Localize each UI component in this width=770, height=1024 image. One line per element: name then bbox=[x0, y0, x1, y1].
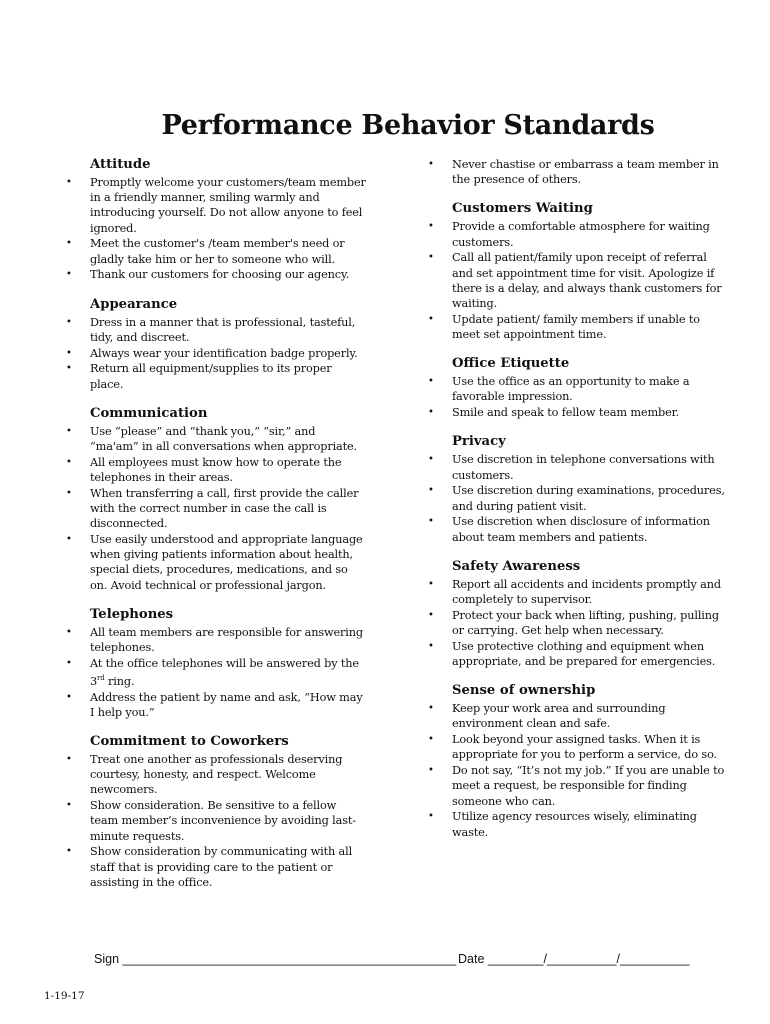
section-privacy bbox=[428, 434, 726, 544]
bullet-icon: • bbox=[428, 485, 434, 497]
list-item bbox=[66, 625, 366, 655]
list-item-text: All team members are responsible for answering telephones. bbox=[90, 625, 363, 655]
list-item-text: Use “please” and “thank you,” “sir,” and “ma'am” in all conversations when appropriate. bbox=[90, 424, 357, 454]
bullet-icon: • bbox=[66, 316, 72, 328]
list-item-text: Utilize agency resources wisely, eliminating waste. bbox=[452, 810, 697, 839]
bullet-icon: • bbox=[428, 703, 434, 715]
bullet-list bbox=[66, 625, 366, 720]
bullet-icon: • bbox=[428, 252, 434, 264]
list-item-text: Smile and speak to fellow team member. bbox=[452, 406, 680, 420]
list-item bbox=[428, 639, 726, 669]
bullet-list bbox=[428, 374, 726, 420]
list-item-text: When transferring a call, first provide the caller with the correct number in case the call is disconnected. bbox=[90, 486, 359, 531]
bullet-icon: • bbox=[66, 846, 72, 858]
list-item-text: Address the patient by name and ask, “How may I help you.” bbox=[90, 690, 363, 719]
list-item-text: Show consideration. Be sensitive to a fellow team member’s inconvenience by avoiding last-minute requests. bbox=[90, 799, 356, 843]
list-item bbox=[428, 405, 726, 420]
list-item bbox=[428, 608, 726, 638]
bullet-icon: • bbox=[66, 487, 72, 499]
bullet-list bbox=[66, 175, 366, 283]
bullet-icon: • bbox=[428, 221, 434, 233]
list-item bbox=[428, 312, 726, 342]
signature-line[interactable]: Sign ________________________________________________ bbox=[94, 952, 457, 966]
list-item-text: Never chastise or embarrass a team member in the presence of others. bbox=[452, 158, 719, 187]
bullet-icon: • bbox=[428, 811, 434, 823]
bullet-list bbox=[428, 577, 726, 669]
list-item-text: Report all accidents and incidents promptly and completely to supervisor. bbox=[452, 577, 721, 607]
bullet-icon: • bbox=[66, 626, 72, 638]
bullet-icon: • bbox=[66, 754, 72, 765]
section-heading: Commitment to Coworkers bbox=[90, 734, 289, 749]
section-communication bbox=[66, 406, 366, 593]
section-attitude bbox=[66, 157, 366, 283]
section-telephones bbox=[66, 607, 366, 720]
list-item-text: Update patient/ family members if unable to meet set appointment time. bbox=[452, 312, 700, 342]
bullet-icon: • bbox=[428, 765, 434, 777]
bullet-icon: • bbox=[66, 347, 72, 359]
list-item-text: Provide a comfortable atmosphere for waiting customers. bbox=[452, 220, 710, 249]
bullet-icon: • bbox=[66, 425, 72, 437]
list-item-text: All employees must know how to operate the telephones in their areas. bbox=[90, 455, 342, 485]
left-column bbox=[66, 157, 366, 904]
list-item-text: Use protective clothing and equipment when appropriate, and be prepared for emergencies. bbox=[452, 639, 716, 669]
list-item bbox=[428, 219, 726, 249]
bullet-icon: • bbox=[66, 177, 72, 188]
section-heading: Communication bbox=[90, 405, 208, 421]
right-column bbox=[428, 157, 726, 854]
list-item bbox=[428, 452, 726, 482]
bullet-icon: • bbox=[428, 578, 434, 590]
bullet-icon: • bbox=[428, 734, 434, 746]
list-item-text: Use easily understood and appropriate language when giving patients information about health, special diets, procedures, medications, and so on. Avoid technical or professional jargon. bbox=[90, 533, 363, 592]
list-item bbox=[428, 250, 726, 311]
list-item bbox=[428, 701, 726, 731]
list-item bbox=[66, 656, 366, 689]
section-continued bbox=[428, 157, 726, 187]
list-item-text: Use the office as an opportunity to make a favorable impression. bbox=[452, 375, 690, 404]
bullet-icon: • bbox=[66, 657, 72, 669]
section-heading: Appearance bbox=[90, 296, 178, 312]
bullet-icon: • bbox=[66, 691, 72, 703]
bullet-list bbox=[66, 424, 366, 593]
section-heading: Safety Awareness bbox=[452, 558, 581, 574]
section-office-etiquette bbox=[428, 356, 726, 420]
list-item bbox=[66, 175, 366, 236]
list-item bbox=[66, 267, 366, 282]
bullet-icon: • bbox=[66, 363, 72, 375]
section-sense-of-ownership bbox=[428, 683, 726, 840]
list-item bbox=[428, 374, 726, 404]
list-item bbox=[428, 483, 726, 513]
list-item bbox=[66, 236, 366, 266]
document-title: Performance Behavior Standards bbox=[161, 110, 655, 141]
list-item bbox=[428, 809, 726, 839]
bullet-icon: • bbox=[428, 376, 434, 388]
bullet-list bbox=[428, 219, 726, 342]
bullet-icon: • bbox=[428, 454, 434, 466]
bullet-list bbox=[428, 452, 726, 544]
list-item bbox=[66, 455, 366, 485]
list-item-text: Show consideration by communicating with all staff that is providing care to the patient or assisting in the office. bbox=[90, 845, 353, 889]
list-item-text: Thank our customers for choosing our agency. bbox=[90, 268, 350, 282]
list-item bbox=[66, 346, 366, 361]
section-heading: Customers Waiting bbox=[452, 201, 593, 217]
bullet-list bbox=[428, 157, 726, 187]
bullet-icon: • bbox=[428, 609, 434, 621]
list-item-text: Use discretion when disclosure of information about team members and patients. bbox=[452, 515, 710, 544]
list-item bbox=[428, 732, 726, 762]
list-item-text: Promptly welcome your customers/team member in a friendly manner, smiling warmly and introducing yourself. Do not allow anyone to feel ignored. bbox=[90, 176, 366, 235]
list-item bbox=[428, 157, 726, 187]
list-item-text: Meet the customer's /team member's need or gladly take him or her to someone who will. bbox=[90, 237, 345, 266]
list-item bbox=[66, 486, 366, 532]
bullet-icon: • bbox=[428, 640, 434, 652]
list-item bbox=[66, 798, 366, 844]
list-item-text: At the office telephones will be answered by the 3rd ring. bbox=[90, 656, 359, 688]
bullet-icon: • bbox=[428, 313, 434, 325]
list-item bbox=[428, 577, 726, 607]
section-safety-awareness bbox=[428, 559, 726, 669]
list-item-text: Always wear your identification badge properly. bbox=[90, 346, 358, 360]
list-item bbox=[66, 424, 366, 454]
list-item-text: Use discretion in telephone conversations with customers. bbox=[452, 453, 715, 482]
bullet-icon: • bbox=[66, 456, 72, 468]
list-item-text: Keep your work area and surrounding environment clean and safe. bbox=[452, 702, 666, 731]
list-item-text: Return all equipment/supplies to its proper place. bbox=[90, 362, 332, 391]
section-heading: Attitude bbox=[90, 157, 151, 172]
list-item-text: Look beyond your assigned tasks. When it is appropriate for you to perform a service, do so. bbox=[452, 733, 717, 762]
list-item bbox=[66, 361, 366, 391]
section-commitment-to-coworkers bbox=[66, 734, 366, 890]
bullet-icon: • bbox=[428, 159, 434, 170]
bullet-list bbox=[66, 752, 366, 890]
section-heading: Privacy bbox=[452, 434, 506, 450]
revision-date: 1-19-17 bbox=[44, 990, 85, 1002]
section-heading: Sense of ownership bbox=[452, 683, 596, 699]
list-item bbox=[66, 752, 366, 798]
list-item bbox=[66, 532, 366, 593]
list-item bbox=[428, 514, 726, 544]
section-heading: Telephones bbox=[90, 606, 174, 622]
list-item-text: Do not say, “It’s not my job.” If you are unable to meet a request, be responsible for finding someone who can. bbox=[452, 764, 725, 808]
section-customers-waiting bbox=[428, 201, 726, 342]
list-item-text: Use discretion during examinations, procedures, and during patient visit. bbox=[452, 484, 725, 513]
section-heading: Office Etiquette bbox=[452, 356, 570, 372]
list-item bbox=[66, 844, 366, 890]
list-item-text: Protect your back when lifting, pushing, pulling or carrying. Get help when necessary. bbox=[452, 608, 719, 638]
bullet-icon: • bbox=[66, 269, 72, 281]
bullet-icon: • bbox=[66, 534, 72, 546]
date-line[interactable]: Date ________/__________/__________ bbox=[458, 952, 690, 966]
bullet-icon: • bbox=[428, 407, 434, 419]
section-appearance bbox=[66, 297, 366, 392]
list-item bbox=[428, 763, 726, 809]
bullet-icon: • bbox=[66, 238, 72, 250]
list-item bbox=[66, 690, 366, 720]
list-item-text: Call all patient/family upon receipt of referral and set appointment time for visit. Apologize if there is a delay, and always thank customers for waiting. bbox=[452, 251, 722, 311]
bullet-list bbox=[428, 701, 726, 840]
bullet-list bbox=[66, 315, 366, 392]
list-item-text: Treat one another as professionals deserving courtesy, honesty, and respect. Welcome newcomers. bbox=[90, 753, 343, 797]
list-item-text: Dress in a manner that is professional, tasteful, tidy, and discreet. bbox=[90, 315, 356, 344]
bullet-icon: • bbox=[428, 516, 434, 528]
list-item bbox=[66, 315, 366, 345]
bullet-icon: • bbox=[66, 800, 72, 812]
